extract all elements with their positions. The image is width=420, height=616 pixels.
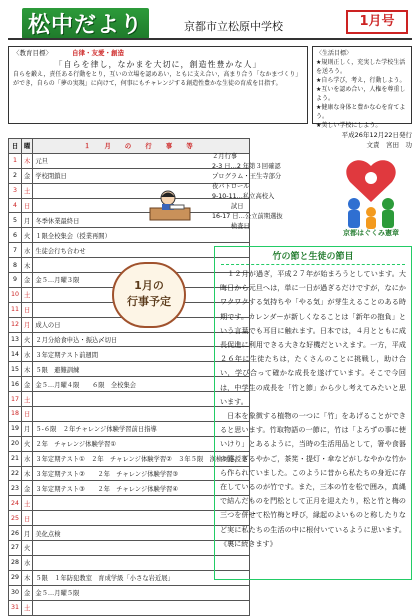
calendar-event: ５-６限 ２年チャレンジ体験学習前日指導 <box>33 421 250 436</box>
calendar-event: 学校閉鎖日 <box>33 168 250 183</box>
author-credit: 文責 宮田 功 <box>366 141 412 149</box>
life-goal-item: ★規則正しく，充実した学校生活を送ろう。 <box>316 59 406 75</box>
calendar-weekday: 土 <box>22 600 33 615</box>
calendar-weekday: 水 <box>22 451 33 466</box>
calendar-day: 31 <box>9 600 22 615</box>
calendar-weekday: 月 <box>22 526 33 541</box>
calendar-weekday: 日 <box>22 407 33 422</box>
calendar-day-header: 日 <box>9 139 22 154</box>
calendar-weekday-header: 曜 <box>22 139 33 154</box>
calendar-weekday: 火 <box>22 541 33 556</box>
calendar-day: 3 <box>9 183 22 198</box>
calendar-weekday: 水 <box>22 243 33 258</box>
life-goals-box <box>312 46 412 129</box>
life-goal-item: ★自ら学び，考え，行動しよう。 <box>316 77 406 84</box>
calendar-event: 美化点検 <box>33 526 250 541</box>
calendar-weekday: 金 <box>22 481 33 496</box>
calendar-weekday: 土 <box>22 287 33 302</box>
calendar-event: １限全校集会（授業再開） <box>33 228 250 243</box>
calendar-day: 27 <box>9 541 22 556</box>
calendar-day: 5 <box>9 213 22 228</box>
calendar-weekday: 土 <box>22 183 33 198</box>
goals-keywords: 自律・友愛・創造 <box>72 49 124 57</box>
header-divider <box>8 38 412 40</box>
calendar-day: 17 <box>9 392 22 407</box>
calendar-day: 28 <box>9 555 22 570</box>
life-goals-heading: 〈生活目標〉 <box>316 50 353 57</box>
education-goals-box <box>8 46 308 124</box>
calendar-event: ２月分給食申込・振込〆切日 <box>33 332 250 347</box>
calendar-weekday: 火 <box>22 436 33 451</box>
article-paragraph: 日本を象徴する植物の一つに「竹」をあげることができると思います。竹取物語の一節に，竹は「よろずの事に使いけり」とあるように，当時の生活用品として，箸や食器の器，ざるやかご，茶筅・提灯・傘などがしなやかな竹から作られていました。このように昔から私たちの身近に存在しているのが竹です。また，三本の竹を松で囲み，真縄で結んだものを門松として正月を迎えたり，松と竹と梅の三つを併せて松竹梅と呼び，縁起のよいものと称したりなど実に私たちの生活の中に根付いているように思います。《裏に続きます》 <box>220 411 406 548</box>
calendar-weekday: 月 <box>22 213 33 228</box>
calendar-day: 20 <box>9 436 22 451</box>
calendar-day: 9 <box>9 273 22 288</box>
calendar-day: 16 <box>9 377 22 392</box>
calendar-day: 12 <box>9 317 22 332</box>
calendar-event: ３年定期テスト① ２年 チャレンジ体験学習② ３年５限 漢検対応授業 <box>33 451 250 466</box>
article-paragraph: １２月が過ぎ，平成２７年が始まろうとしています。大晦日から元旦へは，単に一日が過ぎるだけですが，なにかワクワクする気持ちや「やる気」が芽生えることのある時期です。カレンダーが新しくなることは「新年の抱負」という言葉でも耳目に触れます。日本では，４月とともに成長促進に利用できる大きな好機だといえます。一方，平成２６年に生徒たちは，たくさんのことに挑戦し，助け合い，学び合って確かな成長を遂げています。そこで今回は，中学生の成長を「竹と節」から少し考えてみたいと思います。 <box>220 269 406 406</box>
masthead <box>8 4 412 38</box>
calendar-weekday: 金 <box>22 377 33 392</box>
calendar-event: ５限 １年防犯教室 育成学級「小さな岩近展」 <box>33 570 250 585</box>
january-events-badge: 1月の 行事予定 <box>112 262 186 328</box>
calendar-weekday: 日 <box>22 198 33 213</box>
calendar-event: 元旦 <box>33 153 250 168</box>
calendar-title: １ 月 の 行 事 等 <box>33 139 250 154</box>
calendar-day: 29 <box>9 570 22 585</box>
article-box <box>214 246 412 580</box>
kyoto-charter-logo <box>328 152 414 238</box>
calendar-day: 4 <box>9 198 22 213</box>
article-title: 竹の節と生徒の節目 <box>221 247 405 265</box>
student-reading-illustration <box>148 188 192 222</box>
calendar-day: 14 <box>9 347 22 362</box>
calendar-day: 2 <box>9 168 22 183</box>
calendar-row <box>9 600 250 615</box>
calendar-weekday: 金 <box>22 585 33 600</box>
school-name: 京都市立松原中学校 <box>184 20 283 33</box>
calendar-event: 生徒会行ち合わせ <box>33 243 250 258</box>
calendar-day: 18 <box>9 407 22 422</box>
calendar-event <box>33 600 250 615</box>
calendar-weekday: 木 <box>22 362 33 377</box>
life-goal-item: ★美しい学校にしよう。 <box>316 122 382 129</box>
calendar-event: 成人の日 <box>33 317 250 332</box>
life-goal-item: ★健康な身体と豊かな心を育てよう。 <box>316 104 406 120</box>
issue-date: 平成26年12月22日発行 <box>341 131 412 139</box>
calendar-weekday: 土 <box>22 496 33 511</box>
calendar-day: 25 <box>9 511 22 526</box>
calendar-weekday: 月 <box>22 317 33 332</box>
goals-body: 自らを鍛え，責任ある行動をとり，互いの立場を認めあい，ともに支え合い，高まり合う「なかまづくり」ができ，自らの「夢の実現」に向けて，何事にもチャレンジする創造性豊かな生徒の育成を目指す。 <box>13 71 302 87</box>
calendar-day: 6 <box>9 228 22 243</box>
calendar-day: 30 <box>9 585 22 600</box>
calendar-weekday: 日 <box>22 511 33 526</box>
calendar-weekday: 水 <box>22 555 33 570</box>
issue-badge: 1月号 <box>346 10 408 34</box>
calendar-day: 24 <box>9 496 22 511</box>
calendar-event: ５限 避難訓練 <box>33 362 250 377</box>
calendar-weekday: 木 <box>22 153 33 168</box>
calendar-day: 21 <box>9 451 22 466</box>
calendar-day: 10 <box>9 287 22 302</box>
logo-caption: 京都はぐくみ憲章 <box>343 229 399 237</box>
calendar-event: ３年定期テスト前週間 <box>33 347 250 362</box>
calendar-event: 金５…月曜４限 ６限 全校集会 <box>33 377 250 392</box>
calendar-day: 1 <box>9 153 22 168</box>
calendar-weekday: 水 <box>22 347 33 362</box>
calendar-event: 金５…月曜５限 <box>33 585 250 600</box>
calendar-weekday: 金 <box>22 168 33 183</box>
goals-heading: 〈教育目標〉 <box>13 49 52 57</box>
calendar-day: 19 <box>9 421 22 436</box>
calendar-row <box>9 585 250 600</box>
calendar-day: 8 <box>9 258 22 273</box>
february-events: ２月行事 2-3 日…2 年第３回確認 プログラム・王生寺部分 夜パトロール 9-10-11…私立高校入 試日 16-17 日…公立前期選抜 検査日 <box>212 152 322 232</box>
newsletter-title: 松中だより <box>22 8 149 39</box>
calendar-day: 11 <box>9 302 22 317</box>
calendar-weekday: 月 <box>22 421 33 436</box>
calendar-weekday: 火 <box>22 228 33 243</box>
calendar-event: 金５…月曜３限 <box>33 273 250 288</box>
calendar-day: 15 <box>9 362 22 377</box>
calendar-weekday: 木 <box>22 258 33 273</box>
calendar-event: ２年 チャレンジ体験学習① <box>33 436 250 451</box>
calendar-weekday: 金 <box>22 273 33 288</box>
calendar-day: 7 <box>9 243 22 258</box>
calendar-day: 23 <box>9 481 22 496</box>
calendar-weekday: 木 <box>22 570 33 585</box>
calendar-weekday: 土 <box>22 392 33 407</box>
calendar-event: ３年定期テスト② ２年 チャレンジ体験学習③ <box>33 466 250 481</box>
calendar-weekday: 日 <box>22 302 33 317</box>
calendar-day: 13 <box>9 332 22 347</box>
calendar-event: 冬季休業最終日 <box>33 213 250 228</box>
goals-catchphrase: 「自らを律し，なかまを大切に，創造性豊かな人」 <box>54 60 262 69</box>
calendar-day: 26 <box>9 526 22 541</box>
life-goal-item: ★互いを認め合い，人権を尊重しよう。 <box>316 86 406 102</box>
february-heading: ２月行事 <box>212 153 238 160</box>
calendar-weekday: 木 <box>22 466 33 481</box>
calendar-weekday: 火 <box>22 332 33 347</box>
calendar-event: ３年定期テスト③ ２年 チャレンジ体験学習④ <box>33 481 250 496</box>
calendar-day: 22 <box>9 466 22 481</box>
